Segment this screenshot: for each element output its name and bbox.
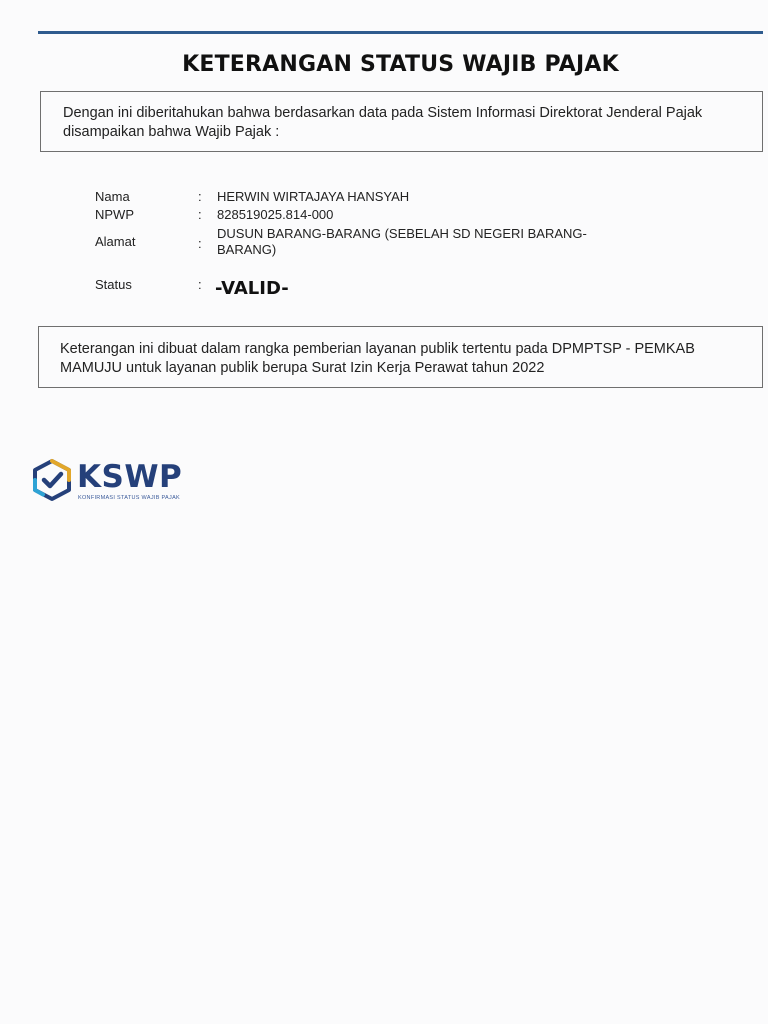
- alamat-value: DUSUN BARANG-BARANG (SEBELAH SD NEGERI BARANG-BARANG): [217, 226, 587, 257]
- kswp-tagline: KONFIRMASI STATUS WAJIB PAJAK: [78, 495, 181, 501]
- status-label: Status: [95, 277, 132, 292]
- kswp-logo: [30, 458, 190, 508]
- alamat-colon: :: [198, 236, 202, 251]
- nama-label: Nama: [95, 189, 130, 204]
- nama-value: HERWIN WIRTAJAYA HANSYAH: [217, 189, 410, 204]
- nama-colon: :: [198, 189, 202, 204]
- status-value: -VALID-: [215, 278, 289, 299]
- purpose-box: [38, 326, 763, 388]
- kswp-shield-icon: [30, 458, 74, 502]
- alamat-label: Alamat: [95, 234, 136, 249]
- npwp-colon: :: [198, 207, 202, 222]
- status-colon: :: [198, 277, 202, 292]
- intro-box: [40, 91, 763, 152]
- npwp-value: 828519025.814-000: [217, 207, 334, 222]
- purpose-text: Keterangan ini dibuat dalam rangka pemberian layanan publik tertentu pada DPMPTSP - PEMKAB MAMUJU untuk layanan publik berupa Surat Izin Kerja Perawat tahun 2022: [60, 341, 695, 376]
- document-title: KETERANGAN STATUS WAJIB PAJAK: [182, 52, 619, 77]
- kswp-wordmark: KSWP: [77, 459, 183, 495]
- intro-text: Dengan ini diberitahukan bahwa berdasarkan data pada Sistem Informasi Direktorat Jenderal Pajak disampaikan bahwa Wajib Pajak :: [63, 105, 703, 140]
- npwp-label: NPWP: [95, 207, 134, 222]
- header-rule: [38, 31, 763, 34]
